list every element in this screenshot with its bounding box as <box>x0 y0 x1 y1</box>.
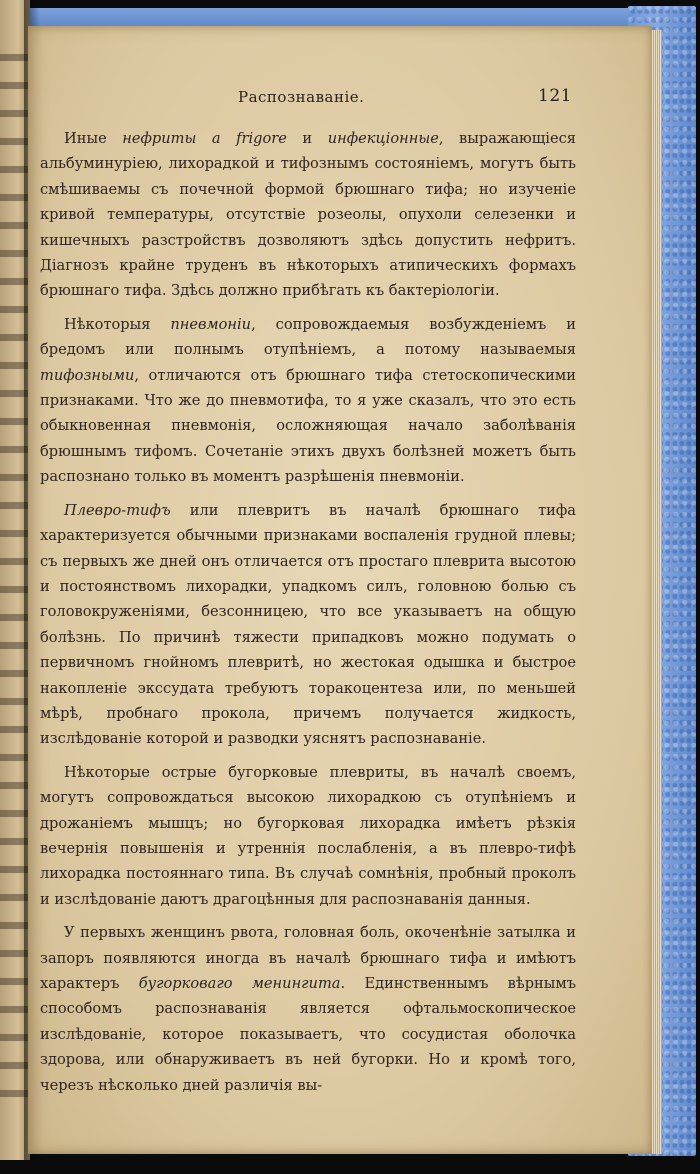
page-number: 121 <box>538 86 572 106</box>
text-run: , выражающiеся альбуминурiею, лихорадкой и тифознымъ состоянiемъ, могутъ быть смѣшиваемы съ почечной формой брюшнаго тифа; но изученiе кривой температуры, отсутствiе розеолы, опухоли селезенки и кишечныхъ разстройствъ дозволяютъ здѣсь допустить нефритъ. Дiагнозъ крайне труденъ въ нѣкоторыхъ атипическихъ формахъ брюшнаго тифа. Здѣсь должно прибѣгать къ бактерiологiи. <box>40 130 576 300</box>
paragraph-meningitis <box>40 920 576 1098</box>
text-run: Нѣкоторыя <box>64 315 171 333</box>
text-run: Иные <box>64 130 123 147</box>
text-run: Нѣкоторые острые бугорковые плевриты, въ началѣ своемъ, могутъ сопровождаться высокою лихорадкою съ отупѣнiемъ и дрожанiемъ мышцъ; но бугорковая лихорадка имѣетъ рѣзкiя вечернiя повышенiя и утреннiя послабленiя, а въ плевро-тифѣ лихорадка постояннаго типа. Въ случаѣ сомнѣнiя, пробный проколъ и изслѣдованiе даютъ драгоцѣнныя для распознаванiя данныя. <box>40 763 576 908</box>
italic-term: бугорковаго менингита <box>138 975 341 992</box>
page-header <box>238 88 572 112</box>
italic-term: Плевро-тифъ <box>64 501 171 519</box>
page-body <box>40 126 576 1106</box>
text-run: , отличаются отъ брюшнаго тифа стетоскопическими признаками. Что же до пневмотифа, то я уже сказалъ, что это есть обыкновенная пневмонiя, осложняющая начало заболѣванiя брюшнымъ тифомъ. Сочетанiе этихъ двухъ болѣзней можетъ быть распознано только въ моментъ разрѣшенiя пневмонiи. <box>40 366 576 486</box>
paragraph-tubercular-pleurisy <box>40 760 576 912</box>
italic-term: тифозными <box>40 366 135 384</box>
text-run: или плевритъ въ началѣ брюшнаго тифа характеризуется обычными признаками воспаленiя грудной плевы; съ первыхъ же дней онъ отличается отъ простаго плеврита высотою и постоянствомъ лихорадки, упадкомъ силъ, головною болью съ головокруженiями, безсонницею, что все указываетъ на общую болѣзнь. По причинѣ тяжести припадковъ можно подумать о первичномъ гнойномъ плевритѣ, но жестокая одышка и быстрое накопленiе экссудата требуютъ торакоцентеза или, по меньшей мѣрѣ, пробнаго прокола, причемъ получается жидкость, изслѣдованiе которой и разводки уяснятъ распознаванiе. <box>40 501 576 748</box>
running-title: Распознаванiе. <box>238 88 365 106</box>
text-run: и <box>286 130 328 147</box>
page-edges <box>652 30 662 1154</box>
text-run: , сопровождаемыя возбужденiемъ и бредомъ или полнымъ отупѣнiемъ, а потому называемыя <box>40 315 576 359</box>
italic-term: нефриты a frigore <box>122 130 287 147</box>
paragraph-pleuro-typhus <box>40 498 576 752</box>
italic-term: пневмонiи <box>170 315 252 333</box>
text-run: У первыхъ женщинъ рвота, головная боль, окоченѣнiе затылка и запоръ появляются иногда въ началѣ брюшнаго тифа и имѣютъ характеръ <box>40 924 576 992</box>
italic-term: инфекцiонные <box>327 130 439 147</box>
text-run: . Единственнымъ вѣрнымъ способомъ распознаванiя является офтальмоскопическое изслѣдованiе, которое показываетъ, что сосудистая оболочка здорова, или обнаруживаетъ въ ней бугорки. Но и кромѣ того, черезъ нѣсколько дней различiя вы- <box>40 975 577 1094</box>
paragraph-nephritis <box>40 126 576 304</box>
paragraph-pneumonia <box>40 312 576 490</box>
